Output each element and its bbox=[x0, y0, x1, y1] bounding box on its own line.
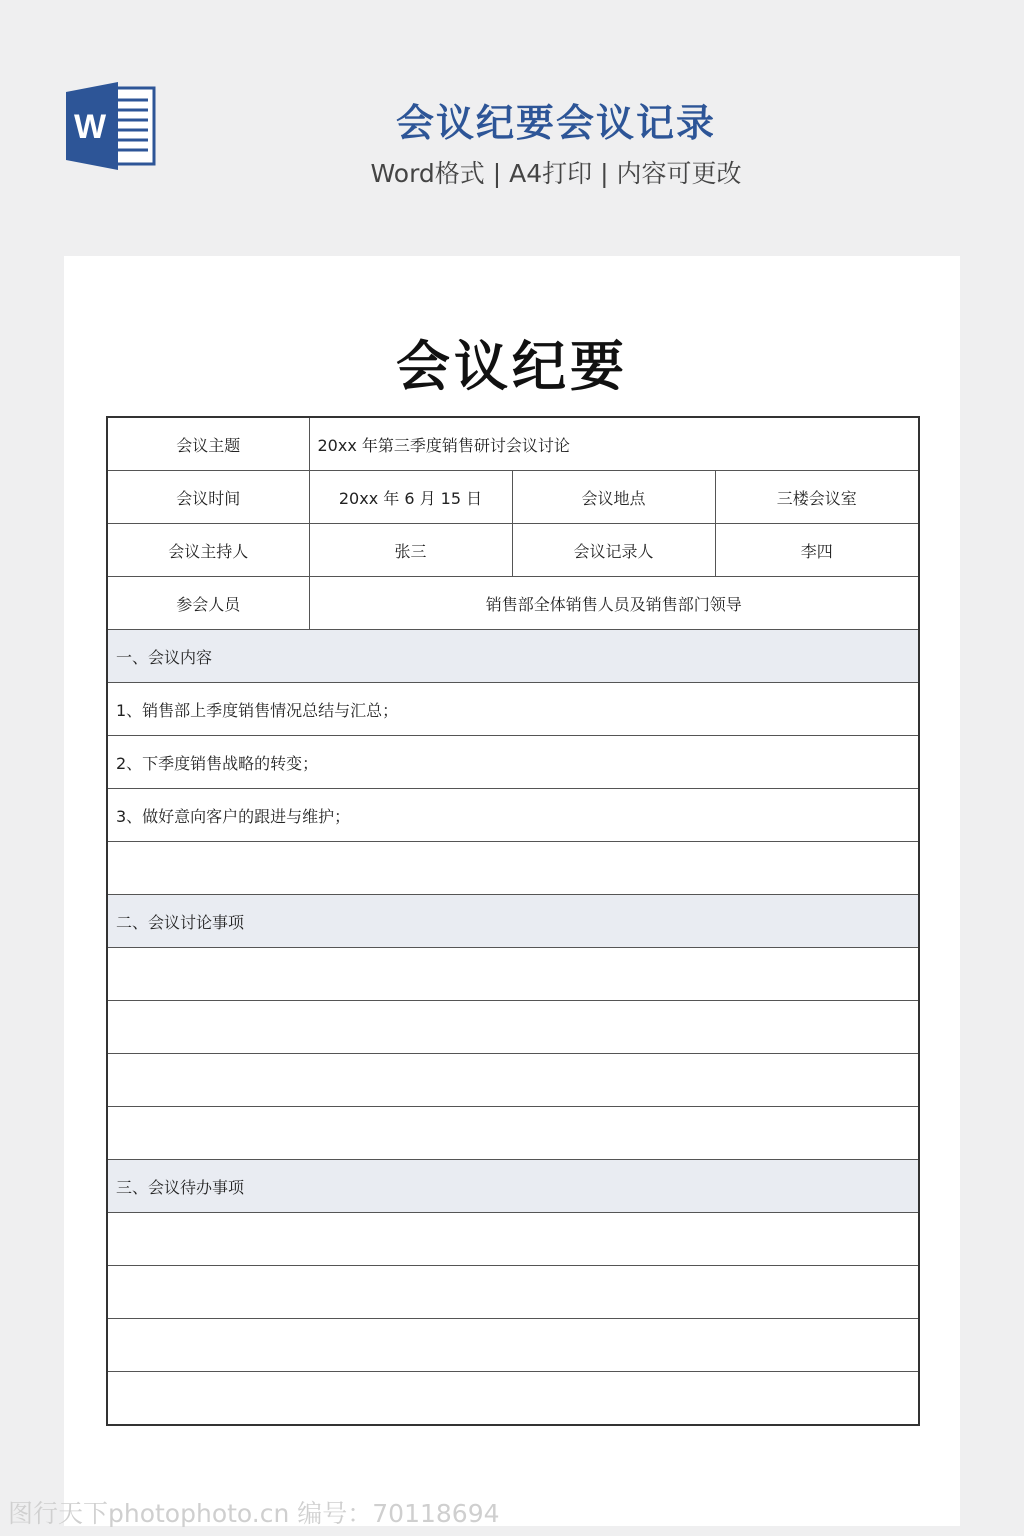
todo-item-3[interactable] bbox=[107, 1319, 919, 1372]
recorder-label: 会议记录人 bbox=[512, 524, 715, 577]
table-row-host bbox=[107, 524, 919, 577]
table-row bbox=[107, 1001, 919, 1054]
table-row bbox=[107, 1054, 919, 1107]
content-item-2[interactable]: 2、下季度销售战略的转变； bbox=[107, 736, 919, 789]
content-item-3[interactable]: 3、做好意向客户的跟进与维护； bbox=[107, 789, 919, 842]
table-row bbox=[107, 1107, 919, 1160]
discussion-item-2[interactable] bbox=[107, 1001, 919, 1054]
topic-value[interactable]: 20xx 年第三季度销售研讨会议讨论 bbox=[309, 417, 919, 471]
table-row-topic bbox=[107, 417, 919, 471]
section-heading-todo: 三、会议待办事项 bbox=[107, 1160, 919, 1213]
todo-item-4[interactable] bbox=[107, 1372, 919, 1426]
section-heading-content: 一、会议内容 bbox=[107, 630, 919, 683]
table-row bbox=[107, 1266, 919, 1319]
attendees-value[interactable]: 销售部全体销售人员及销售部门领导 bbox=[309, 577, 919, 630]
table-row bbox=[107, 1319, 919, 1372]
page-header bbox=[0, 0, 1024, 240]
host-label: 会议主持人 bbox=[107, 524, 309, 577]
content-item-1[interactable]: 1、销售部上季度销售情况总结与汇总； bbox=[107, 683, 919, 736]
recorder-value[interactable]: 李四 bbox=[715, 524, 919, 577]
time-value[interactable]: 20xx 年 6 月 15 日 bbox=[309, 471, 512, 524]
table-row bbox=[107, 683, 919, 736]
place-label: 会议地点 bbox=[512, 471, 715, 524]
discussion-item-4[interactable] bbox=[107, 1107, 919, 1160]
watermark-text: 图行天下photophoto.cn 编号：70118694 bbox=[8, 1499, 500, 1528]
table-row bbox=[107, 789, 919, 842]
table-row bbox=[107, 1372, 919, 1426]
table-row-time bbox=[107, 471, 919, 524]
header-subtitle: Word格式 | A4打印 | 内容可更改 bbox=[370, 159, 742, 188]
table-row bbox=[107, 736, 919, 789]
header-title: 会议纪要会议记录 bbox=[395, 101, 716, 145]
todo-item-2[interactable] bbox=[107, 1266, 919, 1319]
word-icon-letter: W bbox=[73, 108, 107, 146]
word-doc-icon bbox=[64, 80, 158, 172]
table-row bbox=[107, 1213, 919, 1266]
section-row bbox=[107, 630, 919, 683]
discussion-item-3[interactable] bbox=[107, 1054, 919, 1107]
table-row bbox=[107, 842, 919, 895]
minutes-table bbox=[106, 416, 920, 1426]
section-row bbox=[107, 895, 919, 948]
place-value[interactable]: 三楼会议室 bbox=[715, 471, 919, 524]
table-row-attendees bbox=[107, 577, 919, 630]
todo-item-1[interactable] bbox=[107, 1213, 919, 1266]
document-page bbox=[64, 256, 960, 1526]
section-heading-discussion: 二、会议讨论事项 bbox=[107, 895, 919, 948]
attendees-label: 参会人员 bbox=[107, 577, 309, 630]
host-value[interactable]: 张三 bbox=[309, 524, 512, 577]
topic-label: 会议主题 bbox=[107, 417, 309, 471]
table-row bbox=[107, 948, 919, 1001]
content-item-4[interactable] bbox=[107, 842, 919, 895]
time-label: 会议时间 bbox=[107, 471, 309, 524]
document-title: 会议纪要 bbox=[396, 335, 628, 398]
discussion-item-1[interactable] bbox=[107, 948, 919, 1001]
section-row bbox=[107, 1160, 919, 1213]
